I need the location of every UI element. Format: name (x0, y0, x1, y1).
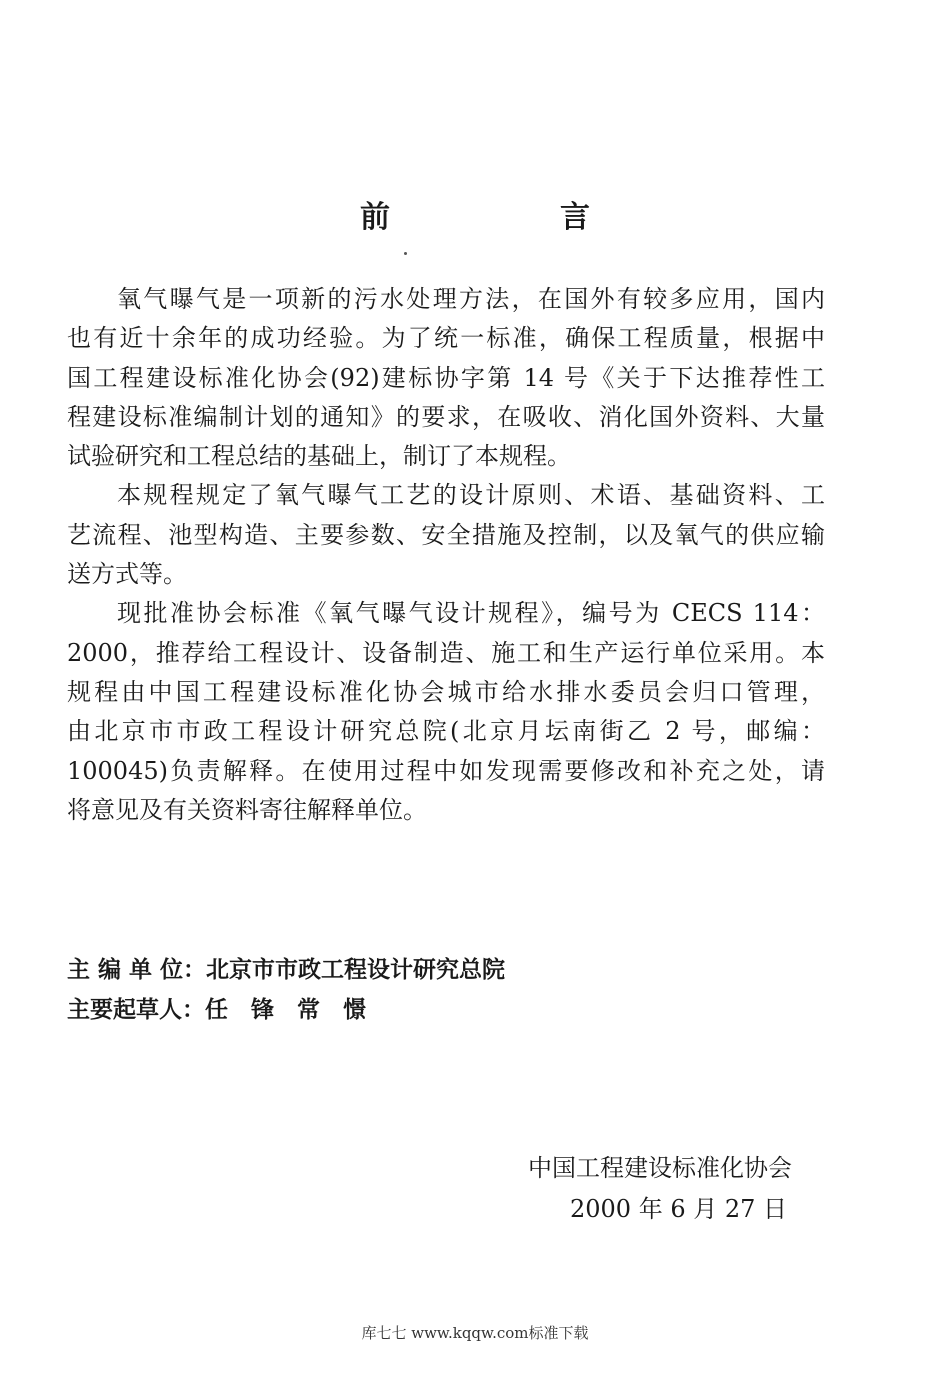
issuer-block (528, 1148, 792, 1230)
text-line: 2000，推荐给工程设计、设备制造、施工和生产运行单位采用。本 (67, 638, 825, 667)
text-line: 氧气曝气是一项新的污水处理方法，在国外有较多应用，国内 (117, 285, 825, 313)
editor-unit: 主 编 单 位：北京市市政工程设计研究总院 (67, 956, 506, 983)
page-title: 前 言 (360, 200, 660, 235)
text-line: 程建设标准编制计划的通知》的要求，在吸收、消化国外资料、大量 (67, 402, 825, 431)
issue-date: 2000 年 6 月 27 日 (570, 1195, 788, 1223)
paragraph-3 (67, 594, 825, 830)
text-line: 由北京市市政工程设计研究总院(北京月坛南街乙 2 号，邮编： (67, 717, 825, 746)
footer-watermark: 库七七 www.kqqw.com标准下载 (361, 1324, 589, 1342)
preface-body (67, 280, 825, 830)
text-line: 现批准协会标准《氧气曝气设计规程》，编号为 CECS 114： (117, 599, 825, 628)
text-line: 艺流程、池型构造、主要参数、安全措施及控制，以及氧气的供应输 (67, 520, 825, 549)
text-line: 也有近十余年的成功经验。为了统一标准，确保工程质量，根据中 (67, 324, 825, 353)
credits (67, 950, 505, 1030)
paragraph-1 (67, 280, 825, 476)
issuer-name: 中国工程建设标准化协会 (528, 1154, 792, 1182)
text-line: 本规程规定了氧气曝气工艺的设计原则、术语、基础资料、工 (117, 481, 825, 510)
text-line: 送方式等。 (67, 560, 187, 589)
text-line: 试验研究和工程总结的基础上，制订了本规程。 (67, 442, 571, 471)
text-line: 规程由中国工程建设标准化协会城市给水排水委员会归口管理， (67, 677, 825, 706)
text-line: 100045)负责解释。在使用过程中如发现需要修改和补充之处，请 (67, 756, 825, 785)
decorative-dot (404, 252, 407, 255)
drafters: 主要起草人：任 锋 常 憬 (67, 996, 366, 1023)
text-line: 将意见及有关资料寄往解释单位。 (67, 795, 427, 824)
paragraph-2 (67, 476, 825, 594)
text-line: 国工程建设标准化协会(92)建标协字第 14 号《关于下达推荐性工 (67, 363, 825, 392)
